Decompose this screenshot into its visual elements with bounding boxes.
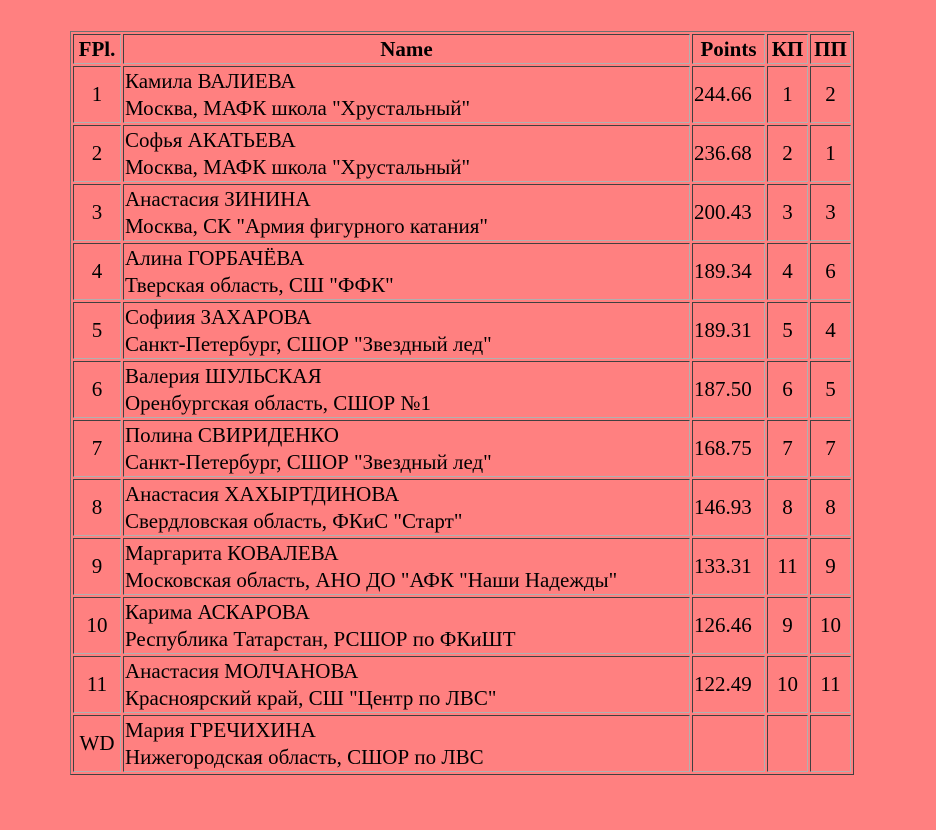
header-row <box>73 34 851 64</box>
table-row <box>73 656 851 713</box>
cell-kp: 10 <box>767 656 808 713</box>
cell-name <box>123 243 690 300</box>
cell-name <box>123 361 690 418</box>
table-row <box>73 125 851 182</box>
cell-points: 168.75 <box>692 420 765 477</box>
cell-fpl: 4 <box>73 243 121 300</box>
cell-points <box>692 715 765 772</box>
cell-points: 200.43 <box>692 184 765 241</box>
cell-name <box>123 656 690 713</box>
header-fpl: FPl. <box>73 34 121 64</box>
cell-pp: 1 <box>810 125 851 182</box>
skater-club: Оренбургская область, СШОР №1 <box>125 390 432 415</box>
skater-name-link[interactable]: Карима АСКАРОВА <box>125 599 310 624</box>
cell-kp: 8 <box>767 479 808 536</box>
cell-name <box>123 302 690 359</box>
skater-club: Московская область, АНО ДО "АФК "Наши Надежды" <box>125 567 618 592</box>
skater-name-link[interactable]: Полина СВИРИДЕНКО <box>125 422 339 447</box>
header-name: Name <box>123 34 690 64</box>
cell-name <box>123 420 690 477</box>
skater-club: Тверская область, СШ "ФФК" <box>125 272 394 297</box>
cell-points: 189.34 <box>692 243 765 300</box>
cell-name <box>123 538 690 595</box>
cell-fpl: 8 <box>73 479 121 536</box>
skater-name-link[interactable]: Анастасия ЗИНИНА <box>125 186 311 211</box>
header-kp: КП <box>767 34 808 64</box>
cell-fpl: 10 <box>73 597 121 654</box>
cell-pp: 4 <box>810 302 851 359</box>
skater-name-link[interactable]: Софья АКАТЬЕВА <box>125 127 296 152</box>
cell-fpl: 9 <box>73 538 121 595</box>
skater-club: Москва, МАФК школа "Хрустальный" <box>125 95 471 120</box>
cell-fpl: 5 <box>73 302 121 359</box>
skater-name-link[interactable]: Маргарита КОВАЛЕВА <box>125 540 339 565</box>
cell-fpl: WD <box>73 715 121 772</box>
table-row <box>73 361 851 418</box>
cell-pp: 8 <box>810 479 851 536</box>
cell-pp: 5 <box>810 361 851 418</box>
cell-pp <box>810 715 851 772</box>
cell-kp: 4 <box>767 243 808 300</box>
cell-pp: 2 <box>810 66 851 123</box>
cell-name <box>123 715 690 772</box>
cell-kp: 2 <box>767 125 808 182</box>
skater-name-link[interactable]: Камила ВАЛИЕВА <box>125 68 296 93</box>
skater-club: Москва, СК "Армия фигурного катания" <box>125 213 488 238</box>
cell-kp: 7 <box>767 420 808 477</box>
skater-club: Санкт-Петербург, СШОР "Звездный лед" <box>125 449 492 474</box>
cell-fpl: 1 <box>73 66 121 123</box>
table-row <box>73 66 851 123</box>
cell-kp: 5 <box>767 302 808 359</box>
table-row <box>73 538 851 595</box>
skater-name-link[interactable]: Анастасия МОЛЧАНОВА <box>125 658 359 683</box>
cell-pp: 3 <box>810 184 851 241</box>
table-row <box>73 420 851 477</box>
cell-points: 236.68 <box>692 125 765 182</box>
table-row <box>73 243 851 300</box>
cell-points: 146.93 <box>692 479 765 536</box>
cell-fpl: 11 <box>73 656 121 713</box>
cell-pp: 7 <box>810 420 851 477</box>
header-points: Points <box>692 34 765 64</box>
table-row <box>73 302 851 359</box>
cell-kp: 1 <box>767 66 808 123</box>
header-pp: ПП <box>810 34 851 64</box>
table-row <box>73 715 851 772</box>
skater-club: Республика Татарстан, РСШОР по ФКиШТ <box>125 626 516 651</box>
cell-pp: 9 <box>810 538 851 595</box>
cell-points: 244.66 <box>692 66 765 123</box>
skater-name-link[interactable]: Софиия ЗАХАРОВА <box>125 304 312 329</box>
cell-points: 133.31 <box>692 538 765 595</box>
table-row <box>73 184 851 241</box>
cell-name <box>123 479 690 536</box>
cell-points: 122.49 <box>692 656 765 713</box>
cell-fpl: 6 <box>73 361 121 418</box>
cell-name <box>123 125 690 182</box>
skater-name-link[interactable]: Мария ГРЕЧИХИНА <box>125 717 316 742</box>
cell-pp: 11 <box>810 656 851 713</box>
cell-points: 126.46 <box>692 597 765 654</box>
skater-name-link[interactable]: Валерия ШУЛЬСКАЯ <box>125 363 322 388</box>
cell-pp: 6 <box>810 243 851 300</box>
skater-club: Санкт-Петербург, СШОР "Звездный лед" <box>125 331 492 356</box>
cell-kp: 11 <box>767 538 808 595</box>
table-row <box>73 597 851 654</box>
cell-points: 189.31 <box>692 302 765 359</box>
skater-club: Свердловская область, ФКиС "Старт" <box>125 508 463 533</box>
cell-kp <box>767 715 808 772</box>
skater-name-link[interactable]: Анастасия ХАХЫРТДИНОВА <box>125 481 400 506</box>
cell-name <box>123 597 690 654</box>
skater-club: Красноярский край, СШ "Центр по ЛВС" <box>125 685 497 710</box>
cell-fpl: 2 <box>73 125 121 182</box>
skater-club: Нижегородская область, СШОР по ЛВС <box>125 744 484 769</box>
cell-kp: 9 <box>767 597 808 654</box>
cell-kp: 6 <box>767 361 808 418</box>
cell-kp: 3 <box>767 184 808 241</box>
cell-name <box>123 184 690 241</box>
cell-pp: 10 <box>810 597 851 654</box>
table-row <box>73 479 851 536</box>
skater-club: Москва, МАФК школа "Хрустальный" <box>125 154 471 179</box>
cell-name <box>123 66 690 123</box>
cell-fpl: 3 <box>73 184 121 241</box>
results-table <box>70 31 854 775</box>
cell-fpl: 7 <box>73 420 121 477</box>
cell-points: 187.50 <box>692 361 765 418</box>
skater-name-link[interactable]: Алина ГОРБАЧЁВА <box>125 245 305 270</box>
